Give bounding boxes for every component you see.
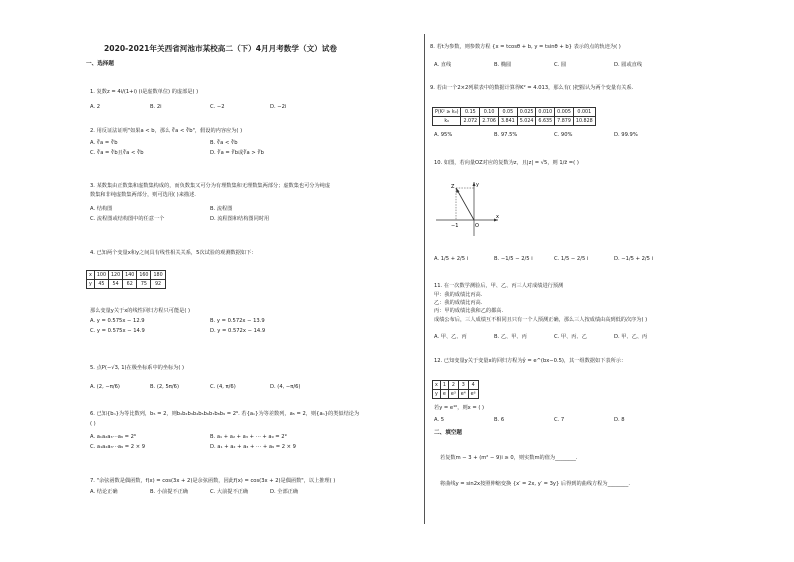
page-title: 2020-2021年关西省河池市某校高二（下）4月月考数学（文）试卷	[104, 44, 337, 53]
table-cell: 62	[123, 280, 137, 289]
q7-stem: 7. "余弦函数是偶函数，f(x) = cos(3x + 2)是余弦函数，因此f(x) = cos(3x + 2)是偶函数"，以上推理( )	[90, 478, 336, 484]
q12-note: 若y = e¹⁰，则x = ( )	[434, 405, 485, 411]
table-cell: 160	[137, 271, 151, 280]
q12-data-table	[432, 380, 479, 399]
q12-stem: 12. 已知变量y关于变量x的回归方程为ŷ = e^(bx−0.5)，其一组数据如下表所示：	[434, 358, 627, 364]
table-cell: 1	[440, 381, 448, 390]
table-cell: 0.010	[536, 108, 555, 117]
table-cell: x	[433, 381, 441, 390]
q12-option-b[interactable]: B. 6	[494, 417, 505, 423]
q6-option-a[interactable]: A. a₁a₂a₃⋯a₉ = 2⁹	[90, 434, 137, 440]
q10-complex-plane-figure	[432, 178, 502, 238]
q12-option-c[interactable]: C. 7	[554, 417, 565, 423]
q3-option-d[interactable]: D. 流程图和结构图同时用	[210, 216, 270, 222]
q8-stem: 8. 若t为参数，则参数方程 {x = tcosθ + b, y = tsinθ + b} 表示的点的轨迹为( )	[430, 44, 621, 50]
right-column	[430, 0, 760, 562]
q5-stem: 5. 点P(−√3, 1)在极坐标系中的坐标为( )	[90, 365, 185, 371]
q2-option-a[interactable]: A. ∛a = ∛b	[90, 140, 118, 146]
q9-option-b[interactable]: B. 97.5%	[494, 132, 518, 138]
table-cell: e⁶	[468, 390, 478, 399]
origin-label: O	[475, 223, 479, 229]
table-cell: 2	[448, 381, 458, 390]
q9-option-d[interactable]: D. 99.9%	[614, 132, 638, 138]
table-row	[87, 271, 166, 280]
q4-option-b[interactable]: B. y = 0.572x − 13.9	[210, 318, 265, 324]
q7-option-d[interactable]: D. 全部正确	[270, 489, 299, 495]
table-cell: 0.10	[480, 108, 499, 117]
q6-stem-line-1: 6. 已知{bₙ}为等比数列，b₅ = 2，则b₁b₂b₃b₄b₅b₆b₇b₈b₉ = 2⁹. 若{aₙ}为等差数列，a₅ = 2，则{aₙ}的类似结论为	[90, 411, 360, 417]
table-cell: 140	[123, 271, 137, 280]
q1-option-a[interactable]: A. 2	[90, 104, 101, 110]
q12-option-d[interactable]: D. 8	[614, 417, 625, 423]
q6-stem-line-2: ( )	[90, 421, 96, 427]
q3-option-b[interactable]: B. 流程图	[210, 206, 233, 212]
q1-option-c[interactable]: C. −2	[210, 104, 225, 110]
q3-stem-line-1: 3. 某数集由正数集和虚数集构成的，而负数集又可分为有理数集和无理数集两部分；虚数集也可分为纯虚	[90, 183, 331, 189]
q1-stem: 1. 复数z = 4i/(1+i) (i是虚数单位) 的虚部是( )	[90, 89, 199, 95]
section-fill: 二、填空题	[434, 430, 462, 436]
q10-stem: 10. 如图，若向量OZ对应的复数为z，且|z| = √5，则 1/z̄ =( )	[434, 160, 579, 166]
q3-option-a[interactable]: A. 结构图	[90, 206, 113, 212]
q9-option-c[interactable]: C. 90%	[554, 132, 573, 138]
table-row	[433, 390, 479, 399]
q4-option-d[interactable]: D. y = 0.572x − 14.9	[210, 328, 266, 334]
table-cell: 5.024	[517, 117, 536, 126]
q10-option-c[interactable]: C. 1/5 − 2/5 i	[554, 256, 589, 262]
table-cell: 75	[137, 280, 151, 289]
q11-option-b[interactable]: B. 乙、甲、丙	[494, 334, 527, 340]
q7-option-b[interactable]: B. 小前提不正确	[150, 489, 188, 495]
q11-stem-line-3: 乙：我的成绩比丙高.	[434, 300, 483, 306]
q11-stem-line-5: 成绩公布后，三人成绩互不相同且只有一个人预测正确，那么三人按成绩由高到低的次序为( )	[434, 317, 648, 323]
q4-data-table	[86, 270, 166, 289]
q11-stem-line-1: 11. 在一次数学测验后，甲、乙、丙三人对成绩进行预测	[434, 283, 564, 289]
q8-option-a[interactable]: A. 直线	[434, 62, 452, 68]
table-cell: 45	[94, 280, 108, 289]
table-row	[87, 280, 166, 289]
table-cell: 2.706	[480, 117, 499, 126]
axis-label-x: x	[496, 214, 499, 220]
q6-option-b[interactable]: B. a₁ + a₂ + a₃ + ⋯ + a₉ = 2⁹	[210, 434, 287, 440]
tick-label-neg1: −1	[451, 223, 459, 229]
table-row	[433, 381, 479, 390]
point-label-z: Z	[451, 184, 455, 190]
q5-option-a[interactable]: A. (2, −π/6)	[90, 384, 120, 390]
q8-option-b[interactable]: B. 椭圆	[494, 62, 512, 68]
table-cell: 180	[151, 271, 165, 280]
q9-option-a[interactable]: A. 95%	[434, 132, 453, 138]
left-column	[86, 0, 406, 562]
table-cell: 3	[458, 381, 468, 390]
q6-option-d[interactable]: D. a₁ + a₂ + a₃ + ⋯ + a₉ = 2 × 9	[210, 444, 296, 450]
table-cell: y	[87, 280, 95, 289]
section-choice: 一、选择题	[86, 61, 114, 67]
table-cell: 0.15	[461, 108, 480, 117]
q10-option-b[interactable]: B. −1/5 − 2/5 i	[494, 256, 533, 262]
q6-option-c[interactable]: C. a₁a₂a₃⋯a₉ = 2 × 9	[90, 444, 146, 450]
q2-option-d[interactable]: D. ∛a = ∛b或∛a > ∛b	[210, 150, 264, 156]
table-cell: 0.001	[573, 108, 595, 117]
q12-option-a[interactable]: A. 5	[434, 417, 445, 423]
table-cell: 4	[468, 381, 478, 390]
table-cell: 0.005	[555, 108, 574, 117]
table-cell: P(K² ≥ k₀)	[433, 108, 461, 117]
q4-option-a[interactable]: A. y = 0.575x − 12.9	[90, 318, 145, 324]
q11-option-d[interactable]: D. 甲、乙、丙	[614, 334, 648, 340]
q2-option-c[interactable]: C. ∛a = ∛b且∛a < ∛b	[90, 150, 144, 156]
table-cell: 10.828	[573, 117, 595, 126]
axis-label-y: y	[476, 182, 479, 188]
q11-option-c[interactable]: C. 甲、丙、乙	[554, 334, 587, 340]
q3-option-c[interactable]: C. 流程图或结构图中的任意一个	[90, 216, 165, 222]
q13-stem: 若复数m − 3 + (m² − 9)i ≥ 0，则实数m的值为________.	[440, 455, 578, 461]
q7-option-c[interactable]: C. 大前提不正确	[210, 489, 249, 495]
q9-critical-value-table	[432, 107, 596, 126]
q5-option-b[interactable]: B. (2, 5π/6)	[150, 384, 179, 390]
q8-option-d[interactable]: D. 圆或直线	[614, 62, 643, 68]
table-cell: 2.072	[461, 117, 480, 126]
table-cell: e³	[448, 390, 458, 399]
vector-oz	[456, 188, 474, 220]
table-cell: 3.841	[498, 117, 517, 126]
table-cell: x	[87, 271, 95, 280]
table-cell: 100	[94, 271, 108, 280]
q8-option-c[interactable]: C. 圆	[554, 62, 567, 68]
column-divider	[424, 34, 425, 524]
q7-option-a[interactable]: A. 结论正确	[90, 489, 118, 495]
q2-option-b[interactable]: B. ∛a < ∛b	[210, 140, 238, 146]
q4-stem: 4. 已知两个变量x和y之间具有线性相关关系，5次试验的观测数据如下：	[90, 250, 257, 256]
q2-stem: 2. 用反证法证明"如果a < b，那么 ∛a < ∛b"，假设的内容应为( )	[90, 128, 243, 134]
q9-stem: 9. 若由一个2×2列联表中的数据计算得K² = 4.013，那么有( )把握认为两个变量有关系.	[430, 85, 634, 91]
q11-stem-line-4: 丙：甲的成绩比我和乙的都高.	[434, 308, 504, 314]
q10-option-d[interactable]: D. −1/5 + 2/5 i	[614, 256, 654, 262]
table-cell: 0.05	[498, 108, 517, 117]
q5-option-d[interactable]: D. (4, −π/6)	[270, 384, 301, 390]
table-cell: y	[433, 390, 441, 399]
q1-option-b[interactable]: B. 2i	[150, 104, 162, 110]
q14-stem: 将曲线y = sin2x按照伸缩变换 {x′ = 2x, y′ = 3y} 后得到的曲线方程为________.	[440, 481, 631, 487]
q5-option-c[interactable]: C. (4, π/6)	[210, 384, 236, 390]
q11-stem-line-2: 甲：我的成绩比丙高.	[434, 292, 483, 298]
table-cell: k₀	[433, 117, 461, 126]
table-cell: e	[440, 390, 448, 399]
table-cell: 0.025	[517, 108, 536, 117]
q10-option-a[interactable]: A. 1/5 + 2/5 i	[434, 256, 469, 262]
table-row	[433, 108, 596, 117]
table-cell: 92	[151, 280, 165, 289]
table-row	[433, 117, 596, 126]
q3-stem-line-2: 数集和非纯虚数集两部分，则可选用( )来描述.	[90, 192, 196, 198]
q4-option-c[interactable]: C. y = 0.575x − 14.9	[90, 328, 145, 334]
table-cell: 54	[109, 280, 123, 289]
q1-option-d[interactable]: D. −2i	[270, 104, 287, 110]
table-cell: 6.635	[536, 117, 555, 126]
table-cell: 120	[109, 271, 123, 280]
q4-note: 那么变量y关于x的线性回归方程只可能是( )	[90, 308, 191, 314]
table-cell: e⁴	[458, 390, 468, 399]
q11-option-a[interactable]: A. 甲、乙、丙	[434, 334, 467, 340]
vector-arrow-icon	[456, 188, 460, 193]
table-cell: 7.879	[555, 117, 574, 126]
